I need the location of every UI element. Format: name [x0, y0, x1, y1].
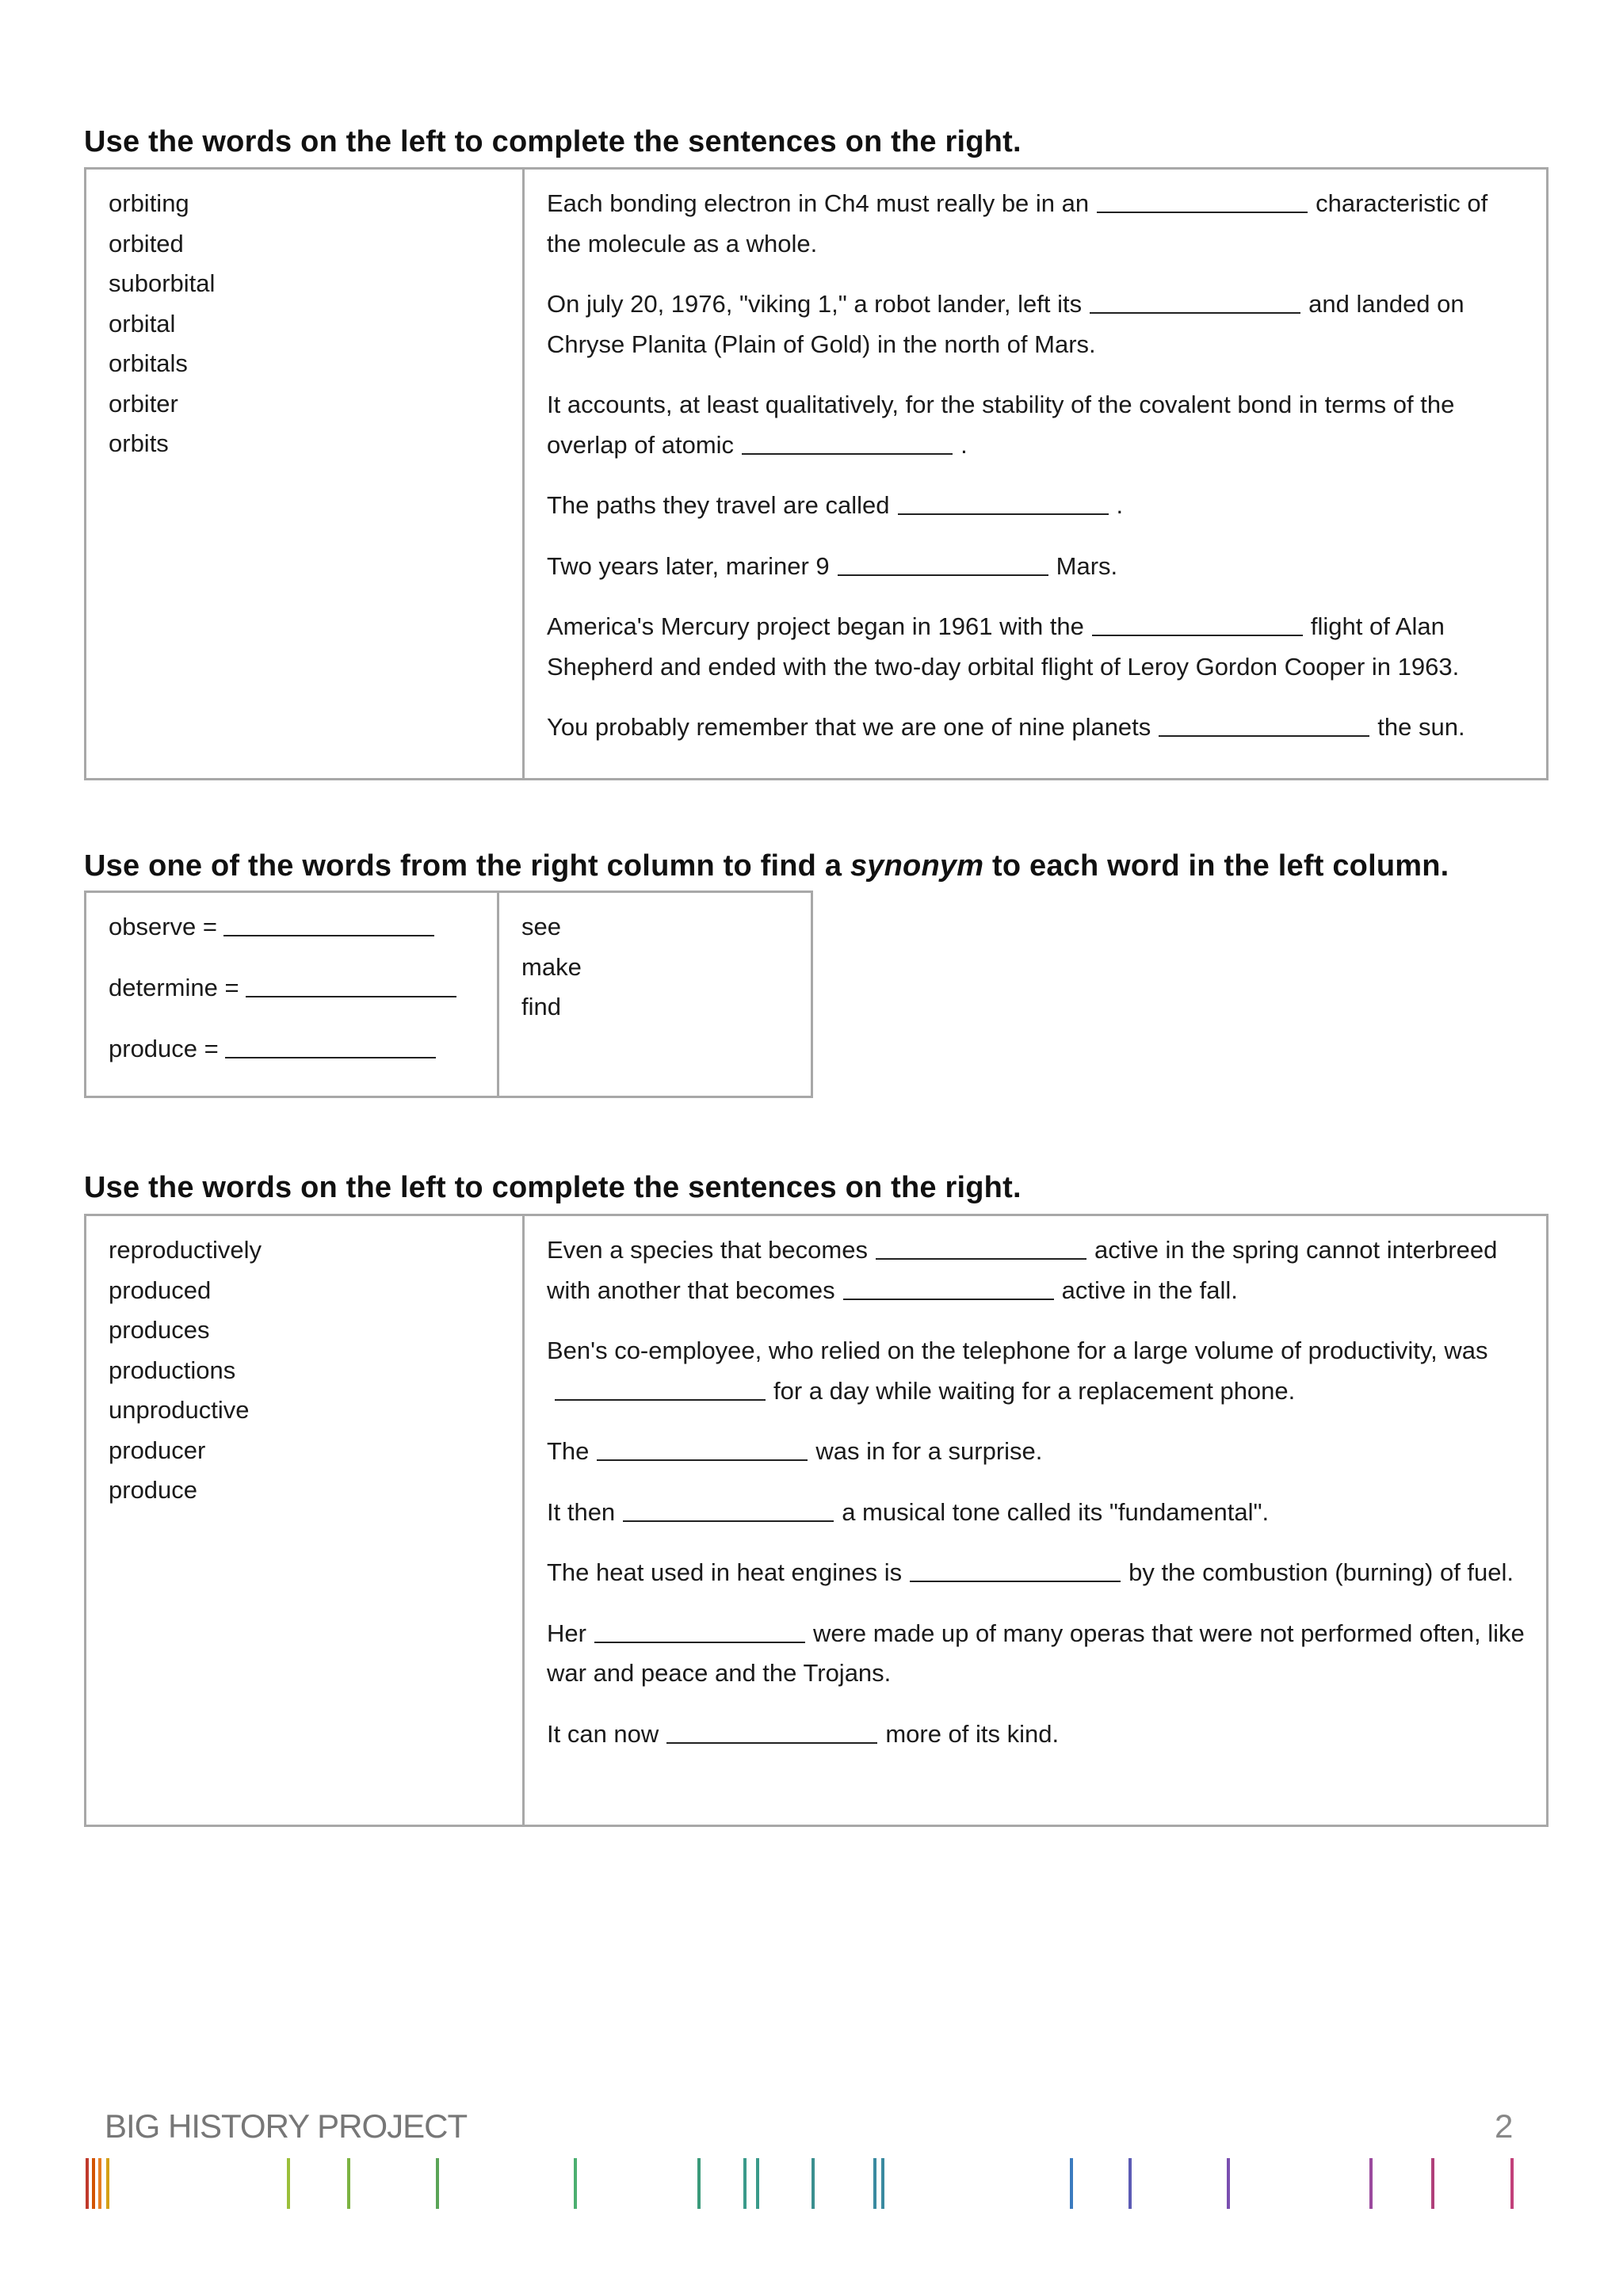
footer-title: BIG HISTORY PROJECT — [105, 2107, 468, 2145]
sentence: The heat used in heat engines is by the combustion (burning) of fuel. — [547, 1558, 1514, 1586]
sentence: Even a species that becomes active in the spring cannot interbreed with another that becomes active in the fall. — [547, 1236, 1498, 1304]
section1-heading: Use the words on the left to complete the sentences on the right. — [84, 125, 1022, 158]
sentence: America's Mercury project began in 1961 with the flight of Alan Shepherd and ended with the two-day orbital flight of Leroy Gordon Cooper in 1963. — [547, 612, 1460, 681]
synonym-row: produce = — [109, 1029, 497, 1069]
answer-blank[interactable] — [223, 935, 434, 936]
answer-blank[interactable] — [666, 1742, 877, 1744]
word-item: produce — [109, 1476, 198, 1504]
section1-sentences — [525, 170, 1546, 778]
sentence: You probably remember that we are one of nine planets the sun. — [547, 713, 1465, 741]
section2-box — [84, 891, 813, 1098]
word-item: orbital — [109, 309, 176, 338]
answer-blank[interactable] — [843, 1299, 1054, 1300]
sentence: The paths they travel are called . — [547, 491, 1124, 519]
answer-blank[interactable] — [594, 1642, 805, 1643]
word-item: producer — [109, 1436, 206, 1464]
answer-blank[interactable] — [225, 1057, 436, 1058]
answer-blank[interactable] — [742, 453, 953, 455]
answer-blank[interactable] — [1090, 312, 1300, 314]
section3-sentences — [525, 1216, 1546, 1825]
sentence: Ben's co-employee, who relied on the telephone for a large volume of productivity, wasfor a day while waiting for a replacement phone. — [547, 1337, 1488, 1405]
word-item: find — [521, 993, 561, 1020]
section2-heading: Use one of the words from the right column to find a synonym to each word in the left column. — [84, 849, 1449, 883]
word-item: orbited — [109, 229, 184, 257]
footer-color-bars — [0, 2157, 1623, 2212]
word-item: orbitals — [109, 349, 188, 377]
word-item: suborbital — [109, 269, 216, 297]
section3-heading: Use the words on the left to complete the sentences on the right. — [84, 1171, 1022, 1204]
answer-blank[interactable] — [1159, 735, 1369, 737]
word-item: produced — [109, 1276, 212, 1304]
sentence: Each bonding electron in Ch4 must really be in an characteristic of the molecule as a whole. — [547, 189, 1488, 257]
word-item: see — [521, 913, 561, 940]
answer-blank[interactable] — [246, 996, 456, 997]
answer-blank[interactable] — [1097, 212, 1308, 213]
sentence: It can now more of its kind. — [547, 1719, 1060, 1748]
answer-blank[interactable] — [876, 1258, 1086, 1260]
answer-blank[interactable] — [910, 1581, 1121, 1582]
section1-box — [84, 167, 1549, 780]
color-bar-group — [87, 2158, 1512, 2209]
word-item: orbits — [109, 429, 169, 457]
section1-word-list — [86, 170, 525, 778]
sentence: It then a musical tone called its "fundamental". — [547, 1497, 1270, 1526]
answer-blank[interactable] — [1092, 635, 1303, 636]
word-item: productions — [109, 1356, 236, 1384]
answer-blank[interactable] — [838, 574, 1048, 576]
sentence: It accounts, at least qualitatively, for the stability of the covalent bond in terms of the overlap of atomic . — [547, 391, 1455, 459]
page-number: 2 — [1495, 2107, 1514, 2145]
section3-word-list — [86, 1216, 525, 1825]
section3-box — [84, 1214, 1549, 1827]
sentence: The was in for a surprise. — [547, 1437, 1043, 1465]
word-item: unproductive — [109, 1396, 250, 1424]
synonym-left-column — [86, 893, 499, 1096]
answer-blank[interactable] — [898, 513, 1109, 515]
synonym-row: determine = — [109, 968, 497, 1008]
word-item: produces — [109, 1316, 210, 1344]
word-item: reproductively — [109, 1236, 262, 1264]
word-item: make — [521, 952, 582, 981]
answer-blank[interactable] — [555, 1399, 766, 1401]
sentence: Her were made up of many operas that were not performed often, like war and peace and the Trojans. — [547, 1619, 1525, 1687]
synonym-row: observe = — [109, 907, 497, 947]
answer-blank[interactable] — [597, 1459, 808, 1461]
sentence: On july 20, 1976, "viking 1," a robot lander, left its and landed on Chryse Planita (Plain of Gold) in the north of Mars. — [547, 290, 1465, 358]
synonym-right-column — [499, 893, 811, 1096]
answer-blank[interactable] — [623, 1520, 834, 1522]
sentence: Two years later, mariner 9 Mars. — [547, 551, 1118, 580]
word-item: orbiter — [109, 389, 178, 418]
word-item: orbiting — [109, 189, 189, 217]
